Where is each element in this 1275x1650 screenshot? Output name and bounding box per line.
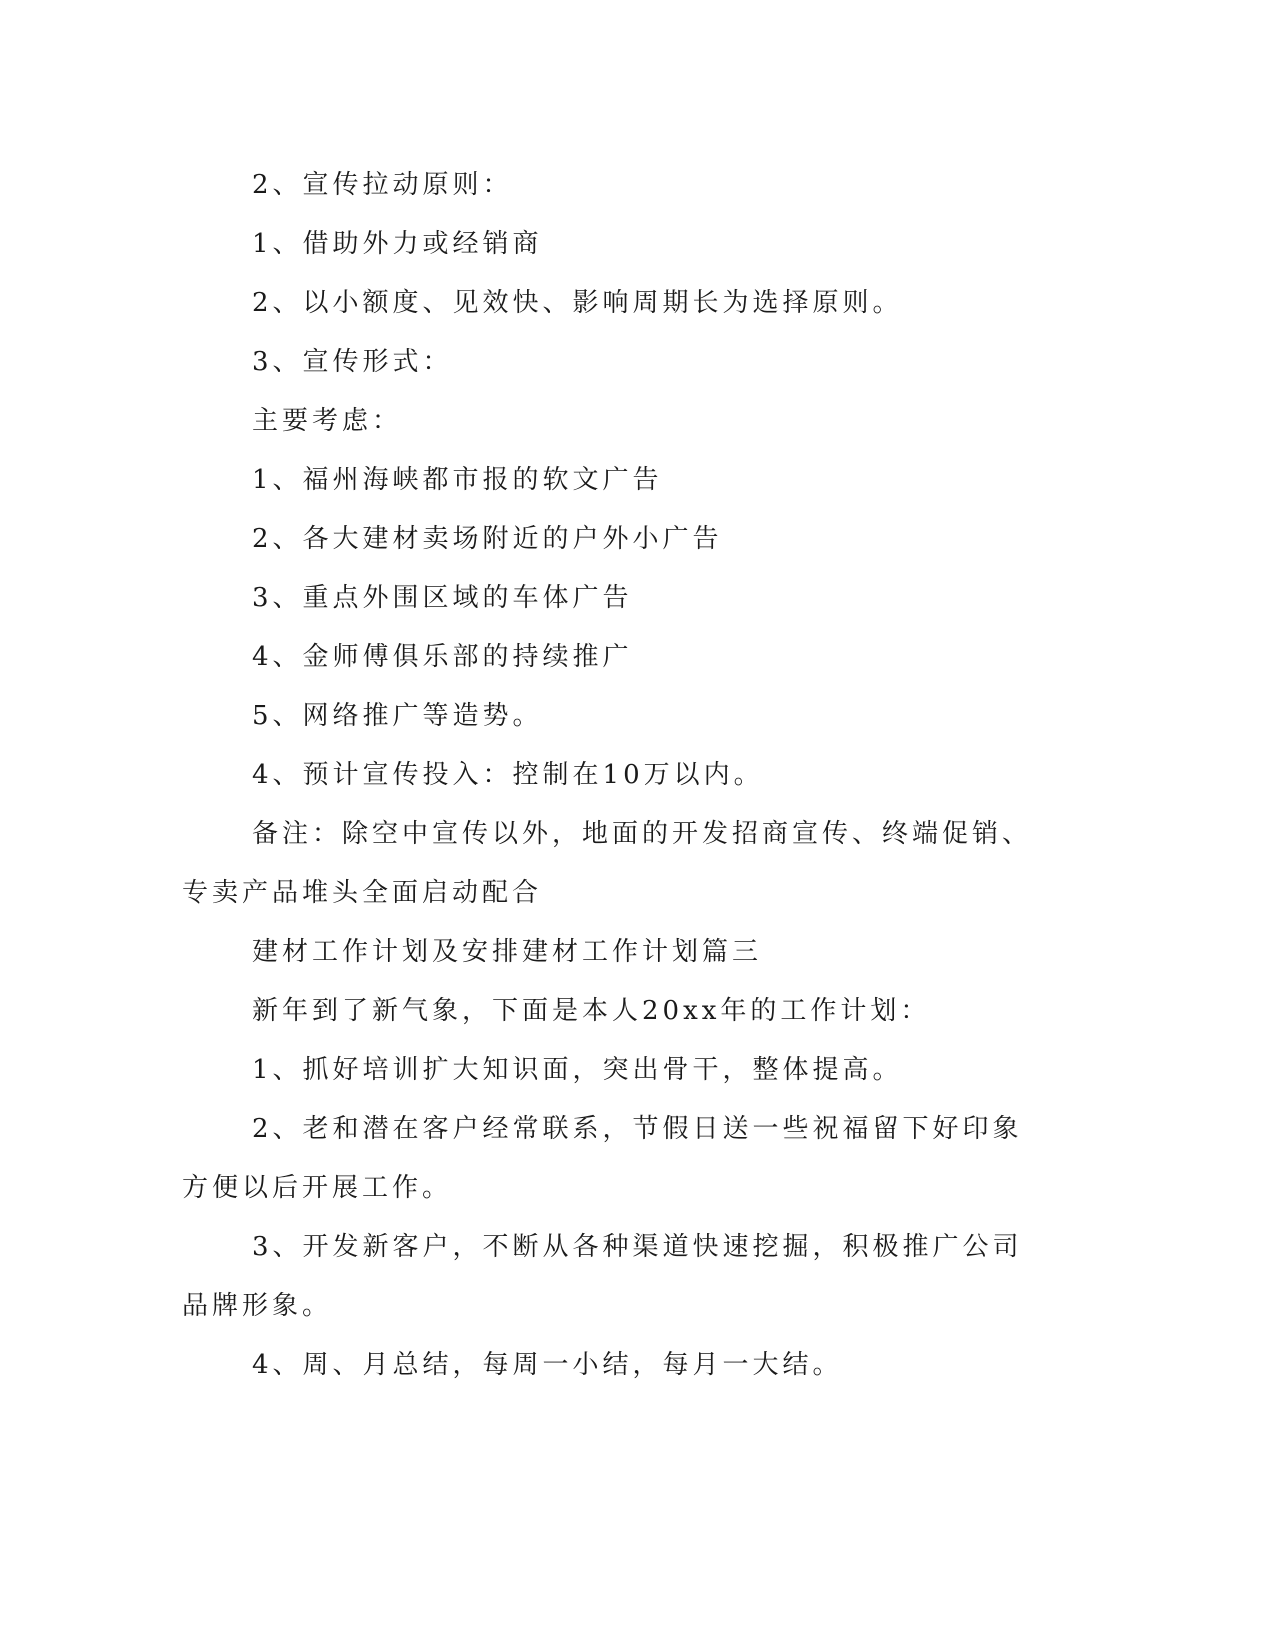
list-item: 4、金师傅俱乐部的持续推广 xyxy=(252,642,633,672)
list-item: 2、老和潜在客户经常联系，节假日送一些祝福留下好印象方便以后开展工作。 xyxy=(182,1114,1023,1203)
document-body xyxy=(182,156,1042,1395)
paragraph-budget: 4、预计宣传投入：控制在10万以内。 xyxy=(252,760,764,790)
paragraph-publicity-form: 3、宣传形式： xyxy=(252,347,453,377)
paragraph-publicity-principle: 2、宣传拉动原则： xyxy=(252,170,513,200)
paragraph-intro: 新年到了新气象，下面是本人20xx年的工作计划： xyxy=(252,996,931,1026)
list-item: 2、各大建材卖场附近的户外小广告 xyxy=(252,524,723,554)
list-item: 5、网络推广等造势。 xyxy=(252,701,543,731)
list-item: 3、开发新客户，不断从各种渠道快速挖掘，积极推广公司品牌形象。 xyxy=(182,1232,1023,1321)
list-item: 3、重点外围区域的车体广告 xyxy=(252,583,633,613)
list-item: 1、借助外力或经销商 xyxy=(252,229,543,259)
list-item: 1、抓好培训扩大知识面，突出骨干，整体提高。 xyxy=(252,1055,903,1085)
list-item: 1、福州海峡都市报的软文广告 xyxy=(252,465,663,495)
paragraph-main-considerations: 主要考虑： xyxy=(252,406,403,436)
section-heading: 建材工作计划及安排建材工作计划篇三 xyxy=(252,937,763,967)
list-item: 4、周、月总结，每周一小结，每月一大结。 xyxy=(252,1350,843,1380)
paragraph-remark: 备注：除空中宣传以外，地面的开发招商宣传、终端促销、专卖产品堆头全面启动配合 xyxy=(182,819,1033,908)
list-item: 2、以小额度、见效快、影响周期长为选择原则。 xyxy=(252,288,903,318)
